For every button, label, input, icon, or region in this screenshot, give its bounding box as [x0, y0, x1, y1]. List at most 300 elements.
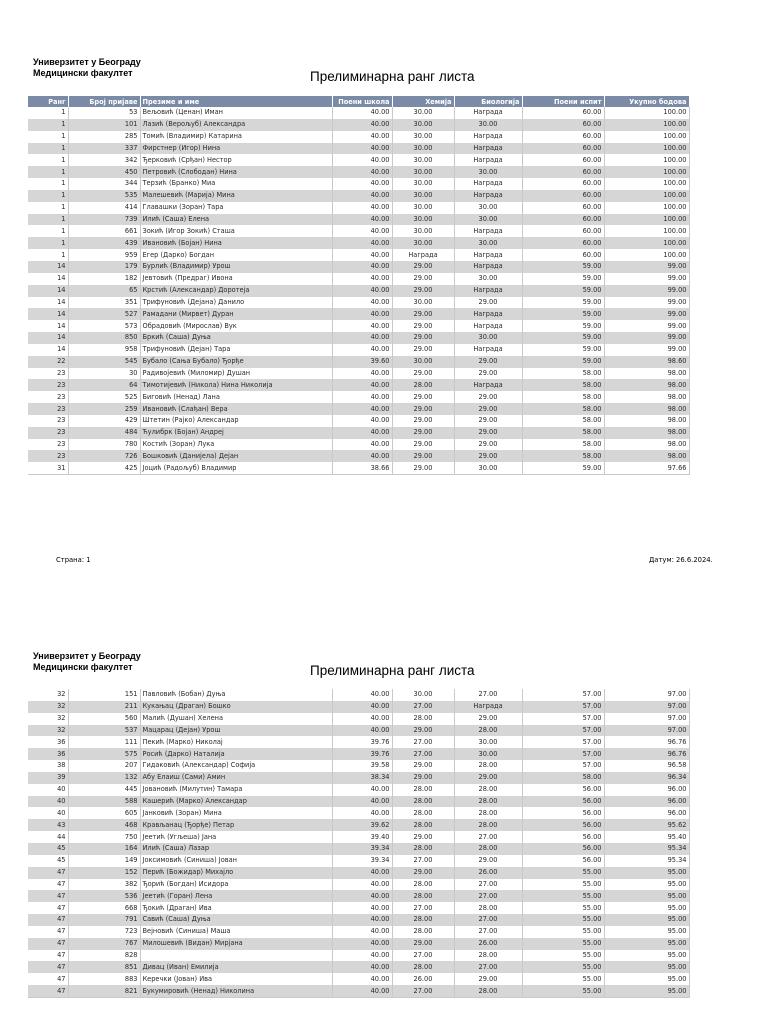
cell-rank: 14	[28, 261, 68, 273]
cell-biology: 29.00	[454, 427, 522, 439]
table-row	[28, 914, 689, 926]
cell-chemistry: 30.00	[392, 143, 454, 155]
cell-school-points: 40.00	[332, 320, 392, 332]
cell-rank: 47	[28, 879, 68, 891]
cell-school-points: 39.76	[332, 736, 392, 748]
table-row	[28, 450, 689, 462]
cell-rank: 40	[28, 796, 68, 808]
cell-name: Петровић (Слободан) Нина	[140, 166, 332, 178]
cell-name: Јовановић (Милутин) Тамара	[140, 784, 332, 796]
cell-application-no: 661	[68, 225, 140, 237]
cell-biology: Награда	[454, 225, 522, 237]
cell-total-points: 95.34	[604, 855, 689, 867]
cell-school-points: 40.00	[332, 961, 392, 973]
cell-name: Кукањац (Драган) Бошко	[140, 701, 332, 713]
cell-total-points: 96.58	[604, 760, 689, 772]
cell-name: Костић (Зоран) Лука	[140, 439, 332, 451]
table-row	[28, 689, 689, 701]
cell-application-no: 828	[68, 950, 140, 962]
cell-name: Перић (Божидар) Михајло	[140, 867, 332, 879]
cell-chemistry: 30.00	[392, 237, 454, 249]
cell-name: Дивац (Иван) Емилија	[140, 961, 332, 973]
cell-school-points: 40.00	[332, 879, 392, 891]
cell-application-no: 726	[68, 450, 140, 462]
cell-exam-points: 59.00	[522, 273, 604, 285]
cell-chemistry: 29.00	[392, 320, 454, 332]
cell-name: Обрадовић (Мирослав) Вук	[140, 320, 332, 332]
cell-biology: 30.00	[454, 166, 522, 178]
cell-application-no: 560	[68, 713, 140, 725]
cell-total-points: 96.00	[604, 807, 689, 819]
cell-total-points: 96.00	[604, 796, 689, 808]
cell-exam-points: 56.00	[522, 843, 604, 855]
cell-exam-points: 57.00	[522, 748, 604, 760]
cell-name: Савић (Саша) Дуња	[140, 914, 332, 926]
cell-biology: Награда	[454, 308, 522, 320]
cell-chemistry: 27.00	[392, 902, 454, 914]
cell-rank: 36	[28, 748, 68, 760]
cell-school-points: 40.00	[332, 190, 392, 202]
cell-rank: 47	[28, 973, 68, 985]
cell-name: Рамадани (Мирвет) Дуран	[140, 308, 332, 320]
table-row	[28, 725, 689, 737]
cell-chemistry: 29.00	[392, 391, 454, 403]
cell-rank: 14	[28, 320, 68, 332]
cell-rank: 1	[28, 166, 68, 178]
cell-application-no: 101	[68, 119, 140, 131]
cell-name: Јевтовић (Предраг) Ивона	[140, 273, 332, 285]
cell-total-points: 95.62	[604, 819, 689, 831]
cell-rank: 47	[28, 914, 68, 926]
cell-total-points: 97.00	[604, 689, 689, 701]
cell-school-points: 40.00	[332, 143, 392, 155]
table-row	[28, 249, 689, 261]
cell-name: Бркић (Саша) Дуња	[140, 332, 332, 344]
table-row	[28, 391, 689, 403]
cell-total-points: 100.00	[604, 107, 689, 119]
table-row	[28, 772, 689, 784]
col-header-total-points: Укупно бодова	[604, 96, 689, 107]
cell-chemistry: 28.00	[392, 843, 454, 855]
cell-school-points: 40.00	[332, 807, 392, 819]
cell-exam-points: 55.00	[522, 973, 604, 985]
cell-school-points: 38.34	[332, 772, 392, 784]
table-row	[28, 261, 689, 273]
cell-application-no: 445	[68, 784, 140, 796]
cell-school-points: 40.00	[332, 214, 392, 226]
cell-exam-points: 56.00	[522, 784, 604, 796]
cell-chemistry: 29.00	[392, 285, 454, 297]
cell-name: Малић (Душан) Хелена	[140, 713, 332, 725]
cell-exam-points: 57.00	[522, 725, 604, 737]
cell-application-no: 425	[68, 462, 140, 474]
cell-school-points: 40.00	[332, 107, 392, 119]
cell-school-points: 40.00	[332, 784, 392, 796]
cell-exam-points: 57.00	[522, 760, 604, 772]
table-row	[28, 225, 689, 237]
cell-name: Главашки (Зоран) Тара	[140, 202, 332, 214]
col-header-biology: Биологија	[454, 96, 522, 107]
table-row	[28, 308, 689, 320]
table-row	[28, 285, 689, 297]
cell-application-no: 780	[68, 439, 140, 451]
table-row	[28, 748, 689, 760]
cell-biology: 27.00	[454, 689, 522, 701]
col-header-name: Презиме и име	[140, 96, 332, 107]
cell-exam-points: 55.00	[522, 985, 604, 997]
cell-biology: Награда	[454, 143, 522, 155]
table-row	[28, 356, 689, 368]
cell-application-no: 575	[68, 748, 140, 760]
cell-total-points: 100.00	[604, 119, 689, 131]
cell-application-no: 468	[68, 819, 140, 831]
cell-application-no: 527	[68, 308, 140, 320]
organization-block	[33, 57, 141, 79]
cell-application-no: 484	[68, 427, 140, 439]
cell-exam-points: 55.00	[522, 902, 604, 914]
cell-name: Тимотијевић (Никола) Нина Николија	[140, 379, 332, 391]
cell-exam-points: 56.00	[522, 819, 604, 831]
cell-chemistry: 27.00	[392, 985, 454, 997]
cell-exam-points: 58.00	[522, 368, 604, 380]
cell-school-points: 40.00	[332, 368, 392, 380]
cell-school-points: 39.58	[332, 760, 392, 772]
cell-exam-points: 58.00	[522, 772, 604, 784]
cell-rank: 45	[28, 843, 68, 855]
cell-total-points: 96.76	[604, 748, 689, 760]
cell-chemistry: 30.00	[392, 166, 454, 178]
cell-name: Росић (Дарко) Наталија	[140, 748, 332, 760]
table-row	[28, 831, 689, 843]
cell-biology: 29.00	[454, 415, 522, 427]
cell-application-no: 605	[68, 807, 140, 819]
cell-chemistry: 27.00	[392, 748, 454, 760]
cell-chemistry: 27.00	[392, 736, 454, 748]
cell-biology: 26.00	[454, 938, 522, 950]
table-row	[28, 154, 689, 166]
cell-name: Бубало (Сања Бубало) Ђорђе	[140, 356, 332, 368]
cell-biology: 28.00	[454, 843, 522, 855]
table-row	[28, 273, 689, 285]
cell-exam-points: 59.00	[522, 356, 604, 368]
cell-application-no: 111	[68, 736, 140, 748]
cell-chemistry: 28.00	[392, 890, 454, 902]
cell-chemistry: 30.00	[392, 190, 454, 202]
table-body	[28, 107, 689, 475]
cell-biology: Награда	[454, 285, 522, 297]
cell-school-points: 40.00	[332, 119, 392, 131]
cell-name: Вељовић (Ценан) Иман	[140, 107, 332, 119]
cell-chemistry: 27.00	[392, 855, 454, 867]
table-row	[28, 297, 689, 309]
cell-rank: 44	[28, 831, 68, 843]
cell-application-no: 723	[68, 926, 140, 938]
cell-chemistry: 30.00	[392, 131, 454, 143]
table-row	[28, 796, 689, 808]
cell-name: Абу Елаиш (Сами) Амин	[140, 772, 332, 784]
cell-school-points: 40.00	[332, 225, 392, 237]
cell-chemistry: 28.00	[392, 914, 454, 926]
cell-exam-points: 59.00	[522, 285, 604, 297]
cell-total-points: 95.00	[604, 902, 689, 914]
cell-school-points: 40.00	[332, 725, 392, 737]
cell-chemistry: 26.00	[392, 973, 454, 985]
cell-exam-points: 60.00	[522, 154, 604, 166]
cell-biology: 29.00	[454, 772, 522, 784]
cell-total-points: 95.34	[604, 843, 689, 855]
cell-biology: 29.00	[454, 297, 522, 309]
cell-rank: 23	[28, 415, 68, 427]
cell-application-no: 958	[68, 344, 140, 356]
cell-total-points: 99.00	[604, 273, 689, 285]
cell-chemistry: 28.00	[392, 926, 454, 938]
cell-biology: 30.00	[454, 748, 522, 760]
cell-name: Крављанац (Ђорђе) Петар	[140, 819, 332, 831]
cell-chemistry: 30.00	[392, 297, 454, 309]
cell-chemistry: 28.00	[392, 961, 454, 973]
cell-application-no: 211	[68, 701, 140, 713]
cell-rank: 47	[28, 950, 68, 962]
cell-name: Трифуновић (Дејана) Данило	[140, 297, 332, 309]
cell-exam-points: 55.00	[522, 867, 604, 879]
cell-chemistry: 29.00	[392, 439, 454, 451]
cell-name: Гидаковић (Александар) Софија	[140, 760, 332, 772]
cell-application-no: 207	[68, 760, 140, 772]
cell-school-points: 40.00	[332, 403, 392, 415]
cell-total-points: 95.00	[604, 867, 689, 879]
cell-school-points: 40.00	[332, 202, 392, 214]
cell-school-points: 39.34	[332, 843, 392, 855]
cell-name: Ђорић (Богдан) Исидора	[140, 879, 332, 891]
cell-chemistry: 30.00	[392, 107, 454, 119]
cell-total-points: 98.00	[604, 379, 689, 391]
cell-rank: 14	[28, 273, 68, 285]
cell-name: Јеетић (Горан) Лена	[140, 890, 332, 902]
table-row	[28, 879, 689, 891]
cell-school-points: 40.00	[332, 166, 392, 178]
cell-application-no: 132	[68, 772, 140, 784]
cell-total-points: 99.00	[604, 344, 689, 356]
cell-chemistry: 28.00	[392, 796, 454, 808]
cell-application-no: 536	[68, 890, 140, 902]
cell-total-points: 97.00	[604, 701, 689, 713]
cell-biology: 27.00	[454, 831, 522, 843]
cell-rank: 1	[28, 237, 68, 249]
cell-chemistry: 29.00	[392, 261, 454, 273]
page-number: Страна: 1	[56, 556, 91, 564]
cell-rank: 38	[28, 760, 68, 772]
cell-school-points: 39.62	[332, 819, 392, 831]
cell-school-points: 40.00	[332, 344, 392, 356]
cell-chemistry: 27.00	[392, 950, 454, 962]
cell-school-points: 40.00	[332, 914, 392, 926]
cell-application-no: 750	[68, 831, 140, 843]
cell-chemistry: 28.00	[392, 819, 454, 831]
cell-exam-points: 56.00	[522, 831, 604, 843]
cell-total-points: 98.00	[604, 403, 689, 415]
cell-name: Букумировић (Ненад) Николина	[140, 985, 332, 997]
cell-exam-points: 60.00	[522, 119, 604, 131]
cell-school-points: 40.00	[332, 701, 392, 713]
cell-name: Лазић (Верољуб) Александра	[140, 119, 332, 131]
cell-exam-points: 59.00	[522, 297, 604, 309]
cell-school-points: 40.00	[332, 131, 392, 143]
table-row	[28, 332, 689, 344]
cell-exam-points: 55.00	[522, 926, 604, 938]
cell-biology: 30.00	[454, 214, 522, 226]
cell-application-no: 959	[68, 249, 140, 261]
table-row	[28, 973, 689, 985]
cell-school-points: 40.00	[332, 391, 392, 403]
cell-rank: 39	[28, 772, 68, 784]
cell-application-no: 182	[68, 273, 140, 285]
cell-biology: 29.00	[454, 713, 522, 725]
cell-biology: 29.00	[454, 356, 522, 368]
cell-rank: 23	[28, 450, 68, 462]
cell-total-points: 97.00	[604, 713, 689, 725]
cell-exam-points: 59.00	[522, 344, 604, 356]
cell-exam-points: 58.00	[522, 391, 604, 403]
cell-total-points: 95.00	[604, 890, 689, 902]
cell-chemistry: 29.00	[392, 867, 454, 879]
cell-biology: 28.00	[454, 760, 522, 772]
cell-rank: 47	[28, 938, 68, 950]
cell-name: Крстић (Александар) Доротеја	[140, 285, 332, 297]
cell-application-no: 414	[68, 202, 140, 214]
cell-biology: Награда	[454, 344, 522, 356]
cell-school-points: 40.00	[332, 332, 392, 344]
col-header-school-points: Поени школа	[332, 96, 392, 107]
cell-chemistry: 30.00	[392, 356, 454, 368]
cell-school-points: 40.00	[332, 285, 392, 297]
cell-biology: Награда	[454, 178, 522, 190]
cell-exam-points: 55.00	[522, 890, 604, 902]
cell-name: Ивановић (Слађан) Вера	[140, 403, 332, 415]
cell-biology: 29.00	[454, 855, 522, 867]
table-row	[28, 950, 689, 962]
cell-rank: 47	[28, 961, 68, 973]
table-row	[28, 938, 689, 950]
cell-chemistry: 29.00	[392, 831, 454, 843]
cell-chemistry: 30.00	[392, 119, 454, 131]
table-row	[28, 166, 689, 178]
cell-school-points: 40.00	[332, 950, 392, 962]
cell-total-points: 100.00	[604, 143, 689, 155]
cell-exam-points: 58.00	[522, 403, 604, 415]
cell-biology: 29.00	[454, 368, 522, 380]
cell-exam-points: 59.00	[522, 261, 604, 273]
cell-total-points: 100.00	[604, 190, 689, 202]
cell-exam-points: 57.00	[522, 689, 604, 701]
cell-chemistry: 29.00	[392, 760, 454, 772]
cell-rank: 47	[28, 926, 68, 938]
cell-school-points: 39.60	[332, 356, 392, 368]
cell-application-no: 65	[68, 285, 140, 297]
cell-exam-points: 59.00	[522, 308, 604, 320]
cell-exam-points: 55.00	[522, 961, 604, 973]
cell-school-points: 39.34	[332, 855, 392, 867]
cell-chemistry: 28.00	[392, 713, 454, 725]
cell-exam-points: 60.00	[522, 107, 604, 119]
cell-school-points: 40.00	[332, 415, 392, 427]
cell-exam-points: 58.00	[522, 450, 604, 462]
cell-application-no: 259	[68, 403, 140, 415]
university-name: Универзитет у Београду	[33, 651, 141, 661]
cell-name: Терзић (Бранко) Миа	[140, 178, 332, 190]
faculty-name: Медицински факултет	[33, 662, 133, 672]
cell-exam-points: 57.00	[522, 713, 604, 725]
cell-rank: 45	[28, 855, 68, 867]
cell-name: Керечки (Јован) Ива	[140, 973, 332, 985]
cell-school-points: 40.00	[332, 867, 392, 879]
cell-biology: 29.00	[454, 450, 522, 462]
page-title: Прелиминарна ранг листа	[310, 663, 475, 678]
cell-total-points: 97.00	[604, 725, 689, 737]
table-row	[28, 713, 689, 725]
cell-rank: 32	[28, 725, 68, 737]
table-body	[28, 689, 689, 997]
cell-rank: 14	[28, 308, 68, 320]
cell-biology: 27.00	[454, 879, 522, 891]
col-header-rank: Ранг	[28, 96, 68, 107]
cell-chemistry: 29.00	[392, 725, 454, 737]
table-row	[28, 344, 689, 356]
cell-name: Илић (Саша) Лазар	[140, 843, 332, 855]
cell-rank: 14	[28, 332, 68, 344]
cell-school-points: 38.66	[332, 462, 392, 474]
cell-school-points: 40.00	[332, 439, 392, 451]
cell-biology: Награда	[454, 701, 522, 713]
cell-exam-points: 56.00	[522, 855, 604, 867]
cell-biology: 28.00	[454, 902, 522, 914]
cell-school-points: 40.00	[332, 273, 392, 285]
table-row	[28, 379, 689, 391]
cell-total-points: 98.00	[604, 415, 689, 427]
cell-exam-points: 60.00	[522, 237, 604, 249]
cell-rank: 23	[28, 391, 68, 403]
cell-name: Милошевић (Видан) Мирјана	[140, 938, 332, 950]
table-row	[28, 843, 689, 855]
cell-application-no: 851	[68, 961, 140, 973]
cell-biology: 30.00	[454, 736, 522, 748]
cell-name	[140, 950, 332, 962]
cell-total-points: 100.00	[604, 131, 689, 143]
cell-rank: 23	[28, 368, 68, 380]
cell-name: Јоцић (Радољуб) Владимир	[140, 462, 332, 474]
cell-rank: 1	[28, 249, 68, 261]
table-row	[28, 131, 689, 143]
cell-rank: 14	[28, 285, 68, 297]
table-row	[28, 190, 689, 202]
cell-chemistry: 29.00	[392, 368, 454, 380]
university-name: Универзитет у Београду	[33, 57, 141, 67]
cell-biology: 28.00	[454, 796, 522, 808]
cell-biology: Награда	[454, 261, 522, 273]
cell-total-points: 95.00	[604, 985, 689, 997]
cell-chemistry: Награда	[392, 249, 454, 261]
cell-name: Малешевић (Марија) Мина	[140, 190, 332, 202]
table-row	[28, 462, 689, 474]
cell-school-points: 40.00	[332, 689, 392, 701]
cell-rank: 1	[28, 178, 68, 190]
cell-name: Трифуновић (Дејан) Тара	[140, 344, 332, 356]
cell-exam-points: 58.00	[522, 427, 604, 439]
cell-rank: 23	[28, 439, 68, 451]
cell-chemistry: 29.00	[392, 415, 454, 427]
cell-school-points: 40.00	[332, 450, 392, 462]
cell-name: Пекић (Марко) Николај	[140, 736, 332, 748]
table-row	[28, 760, 689, 772]
